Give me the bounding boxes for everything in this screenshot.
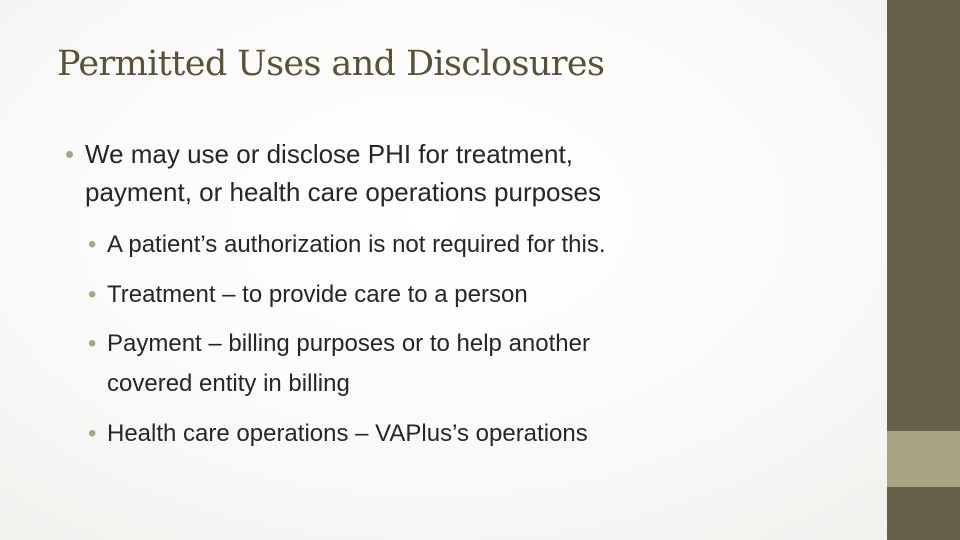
sub-bullet-item xyxy=(88,414,588,454)
bullet-text-line: Treatment – to provide care to a person xyxy=(107,281,528,308)
bullet-marker: • xyxy=(88,420,97,447)
side-band-bottom xyxy=(887,487,960,540)
bullet-text-line: We may use or disclose PHI for treatment, xyxy=(85,139,573,169)
bullet-marker: • xyxy=(88,231,97,258)
sub-bullet-item xyxy=(88,324,590,404)
bullet-marker: • xyxy=(88,281,97,308)
bullet-marker: • xyxy=(88,330,97,357)
bullet-text-line: covered entity in billing xyxy=(107,370,350,397)
bullet-text-line: Payment – billing purposes or to help another xyxy=(107,330,590,357)
bullet-text-line: Health care operations – VAPlus’s operations xyxy=(107,420,588,447)
slide-title: Permitted Uses and Disclosures xyxy=(57,44,605,84)
sub-bullet-item xyxy=(88,225,606,265)
bullet-text-line: payment, or health care operations purposes xyxy=(85,177,601,207)
side-band-top xyxy=(887,0,960,431)
side-band-accent xyxy=(887,431,960,487)
bullet-item xyxy=(65,135,601,211)
sub-bullet-item xyxy=(88,275,528,315)
bullet-marker: • xyxy=(65,139,75,169)
bullet-text-line: A patient’s authorization is not required for this. xyxy=(107,231,606,258)
